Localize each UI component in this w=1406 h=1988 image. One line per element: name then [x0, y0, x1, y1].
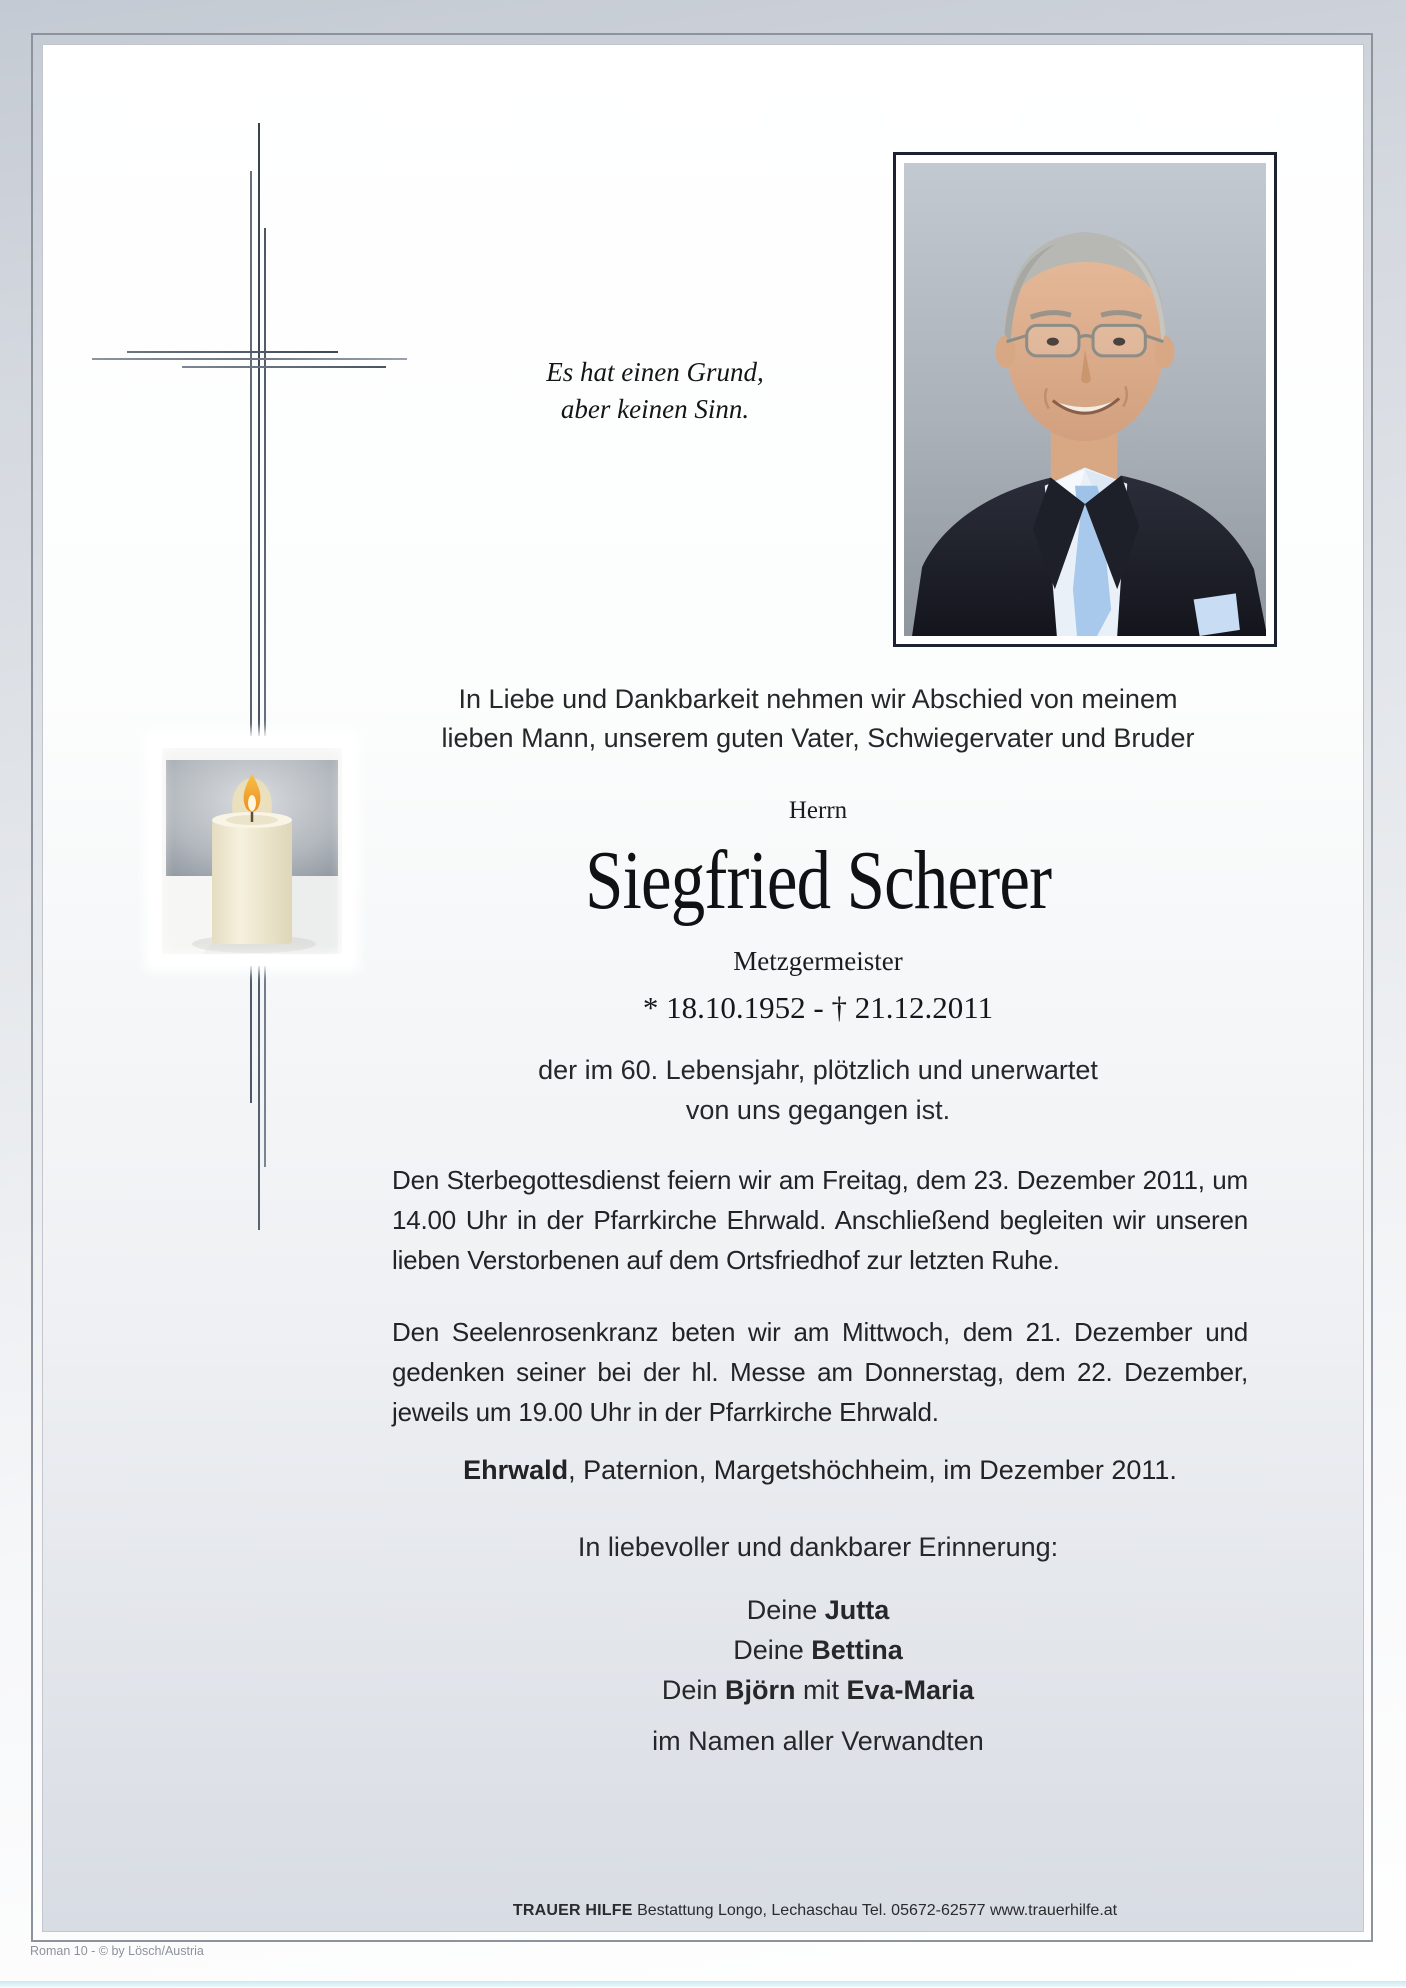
candle-image [150, 736, 354, 966]
remembrance-line: In liebevoller und dankbarer Erinnerung: [577, 1532, 1059, 1562]
deceased-name-text: Siegfried Scherer [584, 834, 1052, 927]
mourner-line [390, 1590, 1246, 1630]
quote-line: aber keinen Sinn. [560, 394, 750, 424]
death-note [390, 1050, 1246, 1130]
intro-text [390, 680, 1246, 758]
scan-edge-artifact [0, 1981, 1406, 1987]
rosary-paragraph: Den Seelenrosenkranz beten wir am Mittwoch, dem 21. Dezember und gedenken seiner bei der hl. Messe am Donnerstag, dem 22. Dezember, jeweils um 19.00 Uhr in der Pfarrkirche Ehrwald. [392, 1317, 1248, 1427]
funeral-home-info: Bestattung Longo, Lechaschau Tel. 05672-62577 www.trauerhilfe.at [637, 1902, 1118, 1919]
salutation: Herrn [788, 797, 848, 824]
death-note-line: der im 60. Lebensjahr, plötzlich und unerwartet [538, 1055, 1098, 1085]
funeral-home-footer [400, 1902, 1230, 1920]
mourners-list [390, 1590, 1246, 1710]
mourner-name: Eva-Maria [846, 1675, 975, 1705]
intro-line: lieben Mann, unserem guten Vater, Schwiegervater und Bruder [441, 723, 1195, 753]
candle-illustration [162, 748, 342, 954]
place-bold: Ehrwald [463, 1455, 569, 1485]
cross-horizontal-line [127, 351, 338, 353]
memorial-quote [380, 354, 930, 428]
mourner-name: Jutta [824, 1595, 890, 1625]
mourner-prefix: Deine [746, 1595, 818, 1625]
cross-horizontal-line [92, 358, 407, 360]
deceased-name [390, 832, 1246, 929]
mourner-name: Bettina [811, 1635, 903, 1665]
life-dates: * 18.10.1952 - † 21.12.2011 [642, 990, 994, 1025]
cross-horizontal-line [182, 366, 386, 368]
death-note-line: von uns gegangen ist. [685, 1095, 951, 1125]
quote-line: Es hat einen Grund, [546, 357, 764, 387]
service-paragraph: Den Sterbegottesdienst feiern wir am Freitag, dem 23. Dezember 2011, um 14.00 Uhr in der Pfarrkirche Ehrwald. Anschließend begleiten wir unseren lieben Verstorbenen auf dem Ortsfriedhof zur letzten Ruhe. [392, 1165, 1248, 1275]
mourner-line [390, 1630, 1246, 1670]
mourner-prefix: Dein [661, 1675, 718, 1705]
mourner-line [390, 1670, 1246, 1710]
closing-line: im Namen aller Verwandten [652, 1726, 984, 1756]
portrait-photo [893, 152, 1277, 647]
portrait-illustration [904, 163, 1266, 636]
mourner-prefix: Deine [733, 1635, 804, 1665]
place-rest: , Paternion, Margetshöchheim, im Dezember 2011. [568, 1455, 1177, 1485]
mourner-name: Björn [724, 1675, 796, 1705]
intro-line: In Liebe und Dankbarkeit nehmen wir Abschied von meinem [458, 684, 1178, 714]
cross-vertical-line [264, 228, 266, 1167]
places-line [390, 1455, 1250, 1486]
print-edition-note: Roman 10 - © by Lösch/Austria [30, 1944, 204, 1958]
mourner-connector: mit [802, 1675, 839, 1705]
funeral-home-brand: TRAUER HILFE [512, 1902, 633, 1919]
cross-vertical-line [258, 123, 260, 1230]
profession: Metzgermeister [733, 946, 903, 976]
